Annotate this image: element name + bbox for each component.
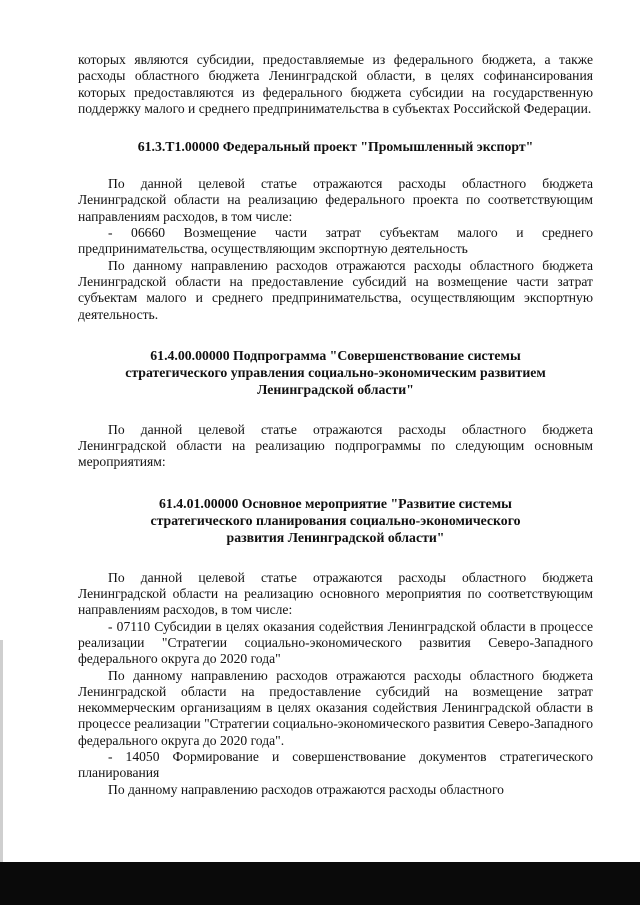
scan-edge-shadow — [0, 640, 3, 862]
heading-subprogram-line-3: Ленинградской области" — [257, 381, 414, 397]
heading-main-activity-line-3: развития Ленинградской области" — [226, 529, 445, 545]
page-body — [78, 52, 593, 798]
heading-subprogram-line-2: стратегического управления социально-экономическим развитием — [125, 364, 546, 380]
paragraph-expense-06660: - 06660 Возмещение части затрат субъектам малого и среднего предпринимательства, осуществляющим экспортную деятельность — [78, 225, 593, 257]
heading-federal-project: 61.3.Т1.00000 Федеральный проект "Промышленный экспорт" — [137, 139, 534, 155]
heading-subprogram — [78, 347, 593, 398]
intro-paragraph: которых являются субсидии, предоставляемые из федерального бюджета, а также расходы областного бюджета Ленинградской области, в целях софинансирования которых предоставляются из федерального бюджета субсидии на государственную поддержку малого и среднего предпринимательства в субъектах Российской Федерации. — [78, 52, 593, 116]
paragraph-expense-06660-description: По данному направлению расходов отражаются расходы областного бюджета Ленинградской области на предоставление субсидий на возмещение части затрат субъектам малого и среднего предпринимательства, осуществляющим экспортную деятельность. — [78, 257, 593, 322]
paragraph-target-article: По данной целевой статье отражаются расходы областного бюджета Ленинградской области на реализацию федерального проекта по соответствующим направлениям расходов, в том числе: — [78, 176, 593, 224]
heading-subprogram-line-1: 61.4.00.00000 Подпрограмма "Совершенствование системы — [150, 347, 521, 363]
paragraph-expense-14050-description: По данному направлению расходов отражаются расходы областного — [108, 781, 504, 797]
paragraph-expense-14050: - 14050 Формирование и совершенствование документов стратегического планирования — [78, 749, 593, 781]
scan-bottom-band — [0, 862, 640, 905]
paragraph-subprogram: По данной целевой статье отражаются расходы областного бюджета Ленинградской области на реализацию подпрограммы по следующим основным мероприятиям: — [78, 421, 593, 470]
heading-main-activity-line-1: 61.4.01.00000 Основное мероприятие "Развитие системы — [159, 495, 512, 511]
paragraph-expense-07110: - 07110 Субсидии в целях оказания содействия Ленинградской области в процессе реализации "Стратегии социально-экономического развития Северо-Западного федерального округа до 2020 года" — [78, 618, 593, 667]
heading-main-activity — [78, 495, 593, 546]
heading-main-activity-line-2: стратегического планирования социально-экономического — [150, 512, 521, 528]
paragraph-main-activity: По данной целевой статье отражаются расходы областного бюджета Ленинградской области на реализацию основного мероприятия по соответствующим направлениям расходов, в том числе: — [78, 569, 593, 618]
paragraph-expense-07110-description: По данному направлению расходов отражаются расходы областного бюджета Ленинградской области на предоставление субсидий на возмещение затрат некоммерческим организациям в целях оказания содействия Ленинградской области в процессе реализации "Стратегии социально-экономического развития Северо-Западного федерального округа до 2020 года". — [78, 667, 593, 748]
